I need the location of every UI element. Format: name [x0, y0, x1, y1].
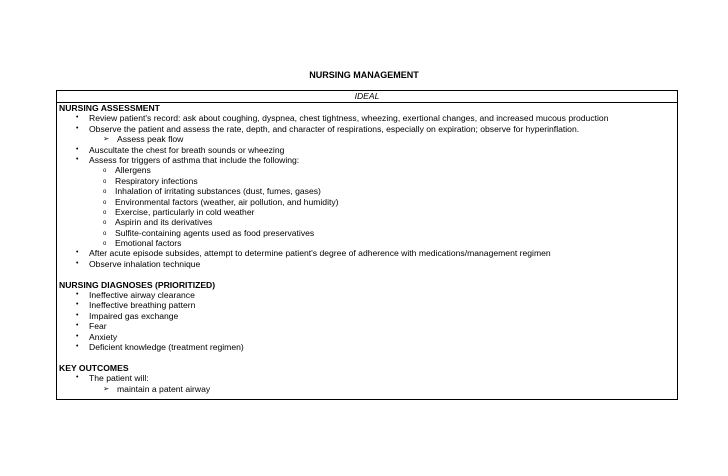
trigger-text: Environmental factors (weather, air pollution, and humidity) [115, 196, 339, 207]
bullet-marker: • [76, 249, 79, 257]
list-item [59, 311, 677, 321]
list-item-text: The patient will: [89, 373, 149, 384]
circle-marker: o [103, 178, 107, 185]
outcomes-heading: KEY OUTCOMES [59, 362, 129, 373]
sub-list-item [59, 384, 677, 394]
circle-marker: o [103, 230, 107, 237]
circle-marker: o [103, 220, 107, 227]
arrow-marker: ➢ [103, 383, 110, 393]
trigger-item [59, 217, 677, 227]
list-item-text: Fear [89, 321, 107, 332]
circle-marker: o [103, 241, 107, 248]
trigger-item [59, 228, 677, 238]
list-item [59, 300, 677, 310]
trigger-item [59, 186, 677, 196]
sub-list-item-text: maintain a patent airway [117, 383, 211, 394]
bullet-marker: • [76, 374, 79, 382]
bullet-marker: • [76, 332, 79, 340]
list-item-text: After acute episode subsides, attempt to determine patient's degree of adherence with medications/management regimen [89, 248, 551, 259]
diagnoses-heading: NURSING DIAGNOSES (PRIORITIZED) [59, 279, 216, 290]
bullet-marker: • [76, 124, 79, 132]
bullet-marker: • [76, 342, 79, 350]
list-item [59, 332, 677, 342]
list-item [59, 342, 677, 352]
circle-marker: o [103, 189, 107, 196]
bullet-marker: • [76, 145, 79, 153]
bullet-marker: • [76, 311, 79, 319]
bullet-marker: • [76, 155, 79, 163]
sub-list-item [59, 134, 677, 144]
list-item [59, 145, 677, 155]
arrow-marker: ➢ [103, 134, 110, 144]
bullet-marker: • [76, 291, 79, 299]
trigger-item [59, 176, 677, 186]
list-item [59, 113, 677, 123]
trigger-text: Exercise, particularly in cold weather [115, 206, 255, 217]
section-spacer [59, 269, 677, 279]
trigger-text: Respiratory infections [115, 175, 198, 186]
trigger-item [59, 207, 677, 217]
list-item-text: Observe inhalation technique [89, 258, 201, 269]
circle-marker: o [103, 199, 107, 206]
trigger-text: Sulfite-containing agents used as food preservatives [115, 227, 315, 238]
list-item [59, 373, 677, 383]
ideal-table [56, 90, 678, 400]
circle-marker: o [103, 209, 107, 216]
list-item-text: Review patient's record: ask about coughing, dyspnea, chest tightness, wheezing, exertional changes, and increased mucous production [89, 113, 609, 124]
trigger-item [59, 238, 677, 248]
list-item-text: Auscultate the chest for breath sounds or wheezing [89, 144, 285, 155]
trigger-text: Aspirin and its derivatives [115, 217, 213, 228]
trigger-item [59, 165, 677, 175]
ideal-column-header: IDEAL [57, 91, 677, 103]
list-item-text: Deficient knowledge (treatment regimen) [89, 341, 244, 352]
bullet-marker: • [76, 322, 79, 330]
list-item-text: Impaired gas exchange [89, 310, 179, 321]
table-content [57, 103, 677, 394]
list-item-text: Observe the patient and assess the rate, depth, and character of respirations, especially on expiration; observe for hyperinflation. [89, 123, 580, 134]
sub-list-item-text: Assess peak flow [117, 134, 184, 145]
list-item-text: Assess for triggers of asthma that include the following: [89, 154, 300, 165]
trigger-text: Emotional factors [115, 238, 182, 249]
bullet-marker: • [76, 114, 79, 122]
document-title: NURSING MANAGEMENT [309, 70, 419, 80]
list-item [59, 124, 677, 134]
trigger-item [59, 197, 677, 207]
section-spacer [59, 352, 677, 362]
list-item [59, 248, 677, 258]
trigger-text: Inhalation of irritating substances (dust, fumes, gases) [115, 186, 321, 197]
list-item-text: Ineffective airway clearance [89, 290, 195, 301]
assessment-heading: NURSING ASSESSMENT [59, 103, 160, 113]
list-item-text: Ineffective breathing pattern [89, 300, 196, 311]
list-item-text: Anxiety [89, 331, 118, 342]
list-item [59, 290, 677, 300]
trigger-text: Allergens [115, 165, 151, 176]
list-item [59, 321, 677, 331]
list-item [59, 155, 677, 165]
bullet-marker: • [76, 301, 79, 309]
list-item [59, 259, 677, 269]
bullet-marker: • [76, 259, 79, 267]
circle-marker: o [103, 168, 107, 175]
